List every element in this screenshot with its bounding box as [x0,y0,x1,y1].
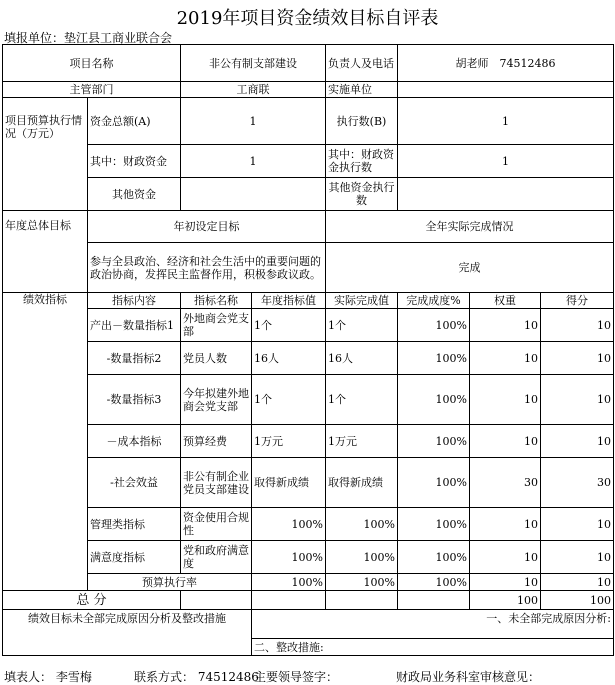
indicator-name: 党员人数 [181,342,252,375]
actual-goal-label: 全年实际完成情况 [326,211,614,243]
finance-review: 财政局业务科室审核意见： [396,670,541,684]
indicators-label: 绩效指标 [3,293,88,591]
indicator-rate: 100% [398,342,470,375]
indicator-row [3,375,614,425]
indicator-rate: 100% [398,541,470,574]
evaluation-table [2,44,614,656]
total-funds-label: 资金总额(A) [88,98,181,145]
indicator-name: 资金使用合规性 [181,508,252,541]
other-exec-value [398,178,614,211]
indicator-score: 10 [541,425,614,458]
contact: 联系方式： 74512486 [134,670,259,684]
reporting-unit: 填报单位：垫江县工商业联合会 [4,31,173,45]
page-title: 2019年项目资金绩效目标自评表 [176,8,439,29]
responsible-label: 负责人及电话 [326,45,398,82]
other-exec-label: 其他资金执行数 [326,178,398,211]
total-label: 总 分 [3,591,181,610]
indicator-name: 党和政府满意度 [181,541,252,574]
col-name: 指标名称 [181,293,252,309]
budget-section-label: 项目预算执行情况（万元） [3,98,88,211]
dept-value: 工商联 [181,82,326,98]
indicator-rate: 100% [398,508,470,541]
indicator-content: 管理类指标 [88,508,181,541]
indicator-weight: 10 [470,425,541,458]
indicator-score: 10 [541,309,614,342]
budget-rate-score: 10 [541,574,614,591]
indicator-target: 1个 [252,375,326,425]
indicator-actual: 16人 [326,342,398,375]
exec-label: 执行数(B) [326,98,398,145]
indicator-actual: 1个 [326,375,398,425]
indicator-content: －成本指标 [88,425,181,458]
leader-signature: 主要领导签字： [254,670,339,684]
indicator-weight: 10 [470,309,541,342]
indicator-target: 1个 [252,309,326,342]
other-funds-label: 其他资金 [88,178,181,211]
indicator-score: 10 [541,541,614,574]
indicator-score: 10 [541,375,614,425]
annual-goal-label: 年度总体目标 [3,211,88,293]
budget-rate-label: 预算执行率 [88,574,252,591]
indicator-target: 16人 [252,342,326,375]
initial-goal-text: 参与全县政治、经济和社会生活中的重要问题的政治协商，发挥民主监督作用，积极参政议政。 [88,243,326,293]
fiscal-exec-label: 其中：财政资金执行数 [326,145,398,178]
indicator-name: 外地商会党支部 [181,309,252,342]
initial-goal-label: 年初设定目标 [88,211,326,243]
indicator-content: -数量指标3 [88,375,181,425]
reasons-unfinished: 一、未全部完成原因分析: [252,610,614,639]
impl-label: 实施单位 [326,82,398,98]
total-funds-value: 1 [181,98,326,145]
indicator-weight: 30 [470,458,541,508]
col-actual: 实际完成值 [326,293,398,309]
project-name-label: 项目名称 [3,45,181,82]
indicator-weight: 10 [470,541,541,574]
indicator-rate: 100% [398,458,470,508]
fiscal-funds-value: 1 [181,145,326,178]
indicator-actual: 1万元 [326,425,398,458]
indicator-row [3,425,614,458]
indicator-row [3,309,614,342]
col-weight: 权重 [470,293,541,309]
reasons-measures: 二、整改措施: [252,639,614,656]
indicator-name: 预算经费 [181,425,252,458]
indicator-rate: 100% [398,309,470,342]
indicator-weight: 10 [470,375,541,425]
indicator-name: 今年拟建外地商会党支部 [181,375,252,425]
budget-rate-rate: 100% [398,574,470,591]
filler: 填表人： 李雪梅 [4,670,92,684]
col-rate: 完成成度% [398,293,470,309]
indicator-target: 1万元 [252,425,326,458]
total-score: 100 [541,591,614,610]
indicator-target: 100% [252,508,326,541]
indicator-actual: 100% [326,508,398,541]
reasons-label: 绩效目标未全部完成原因分析及整改措施 [3,610,252,656]
fiscal-exec-value: 1 [398,145,614,178]
indicator-content: -数量指标2 [88,342,181,375]
impl-value [398,82,614,98]
indicator-row [3,342,614,375]
indicator-rate: 100% [398,375,470,425]
indicator-actual: 取得新成绩 [326,458,398,508]
total-weight: 100 [470,591,541,610]
project-name-value: 非公有制支部建设 [181,45,326,82]
budget-rate-weight: 10 [470,574,541,591]
actual-goal-text: 完成 [326,243,614,293]
budget-rate-row [3,574,614,591]
exec-value: 1 [398,98,614,145]
indicator-weight: 10 [470,508,541,541]
indicator-content: 满意度指标 [88,541,181,574]
budget-rate-target: 100% [252,574,326,591]
indicator-weight: 10 [470,342,541,375]
col-score: 得分 [541,293,614,309]
indicator-row [3,541,614,574]
indicator-content: -社会效益 [88,458,181,508]
other-funds-value [181,178,326,211]
indicator-rate: 100% [398,425,470,458]
total-row [3,591,614,610]
col-target: 年度指标值 [252,293,326,309]
indicator-row [3,458,614,508]
col-content: 指标内容 [88,293,181,309]
indicator-actual: 100% [326,541,398,574]
indicator-actual: 1个 [326,309,398,342]
indicator-name: 非公有制企业党员支部建设 [181,458,252,508]
indicator-score: 10 [541,508,614,541]
indicator-row [3,508,614,541]
budget-rate-actual: 100% [326,574,398,591]
indicator-target: 取得新成绩 [252,458,326,508]
fiscal-funds-label: 其中：财政资金 [88,145,181,178]
dept-label: 主管部门 [3,82,181,98]
responsible-value: 胡老师 74512486 [398,45,614,82]
indicator-target: 100% [252,541,326,574]
indicator-content: 产出－数量指标1 [88,309,181,342]
indicator-score: 30 [541,458,614,508]
indicator-score: 10 [541,342,614,375]
